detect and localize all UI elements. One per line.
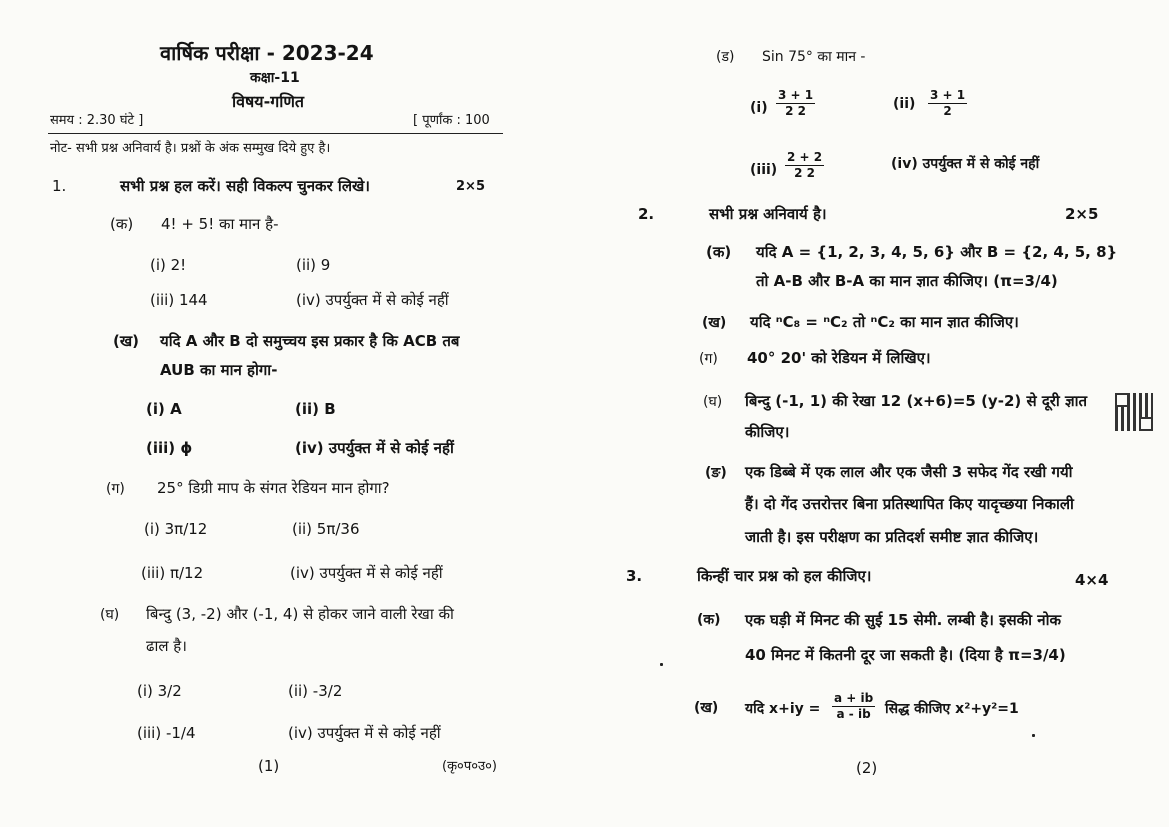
q1d-question-line1: बिन्दु (3, -2) और (-1, 4) से होकर जाने वाली रेखा की [146,605,454,623]
q1d-label: (घ) [100,607,120,623]
q1c-option: (iii) π/12 [141,564,204,582]
q2a-question-line1: यदि A = {1, 2, 3, 4, 5, 6} और B = {2, 4, 5, 8} [756,243,1118,261]
q3a-question-line1: एक घड़ी में मिनट की सुई 15 सेमी. लम्बी है। इसकी नोक [745,611,1062,629]
qr-code [1115,393,1153,431]
q1e-option: (iv) उपर्युक्त में से कोई नहीं [891,156,1040,172]
q1e-option-label: (ii) [893,96,916,112]
q2c-label: (ग) [699,351,718,367]
q1-instruction: सभी प्रश्न हल करें। सही विकल्प चुनकर लिखे। [120,177,370,195]
q1b-option: (ii) B [295,400,336,418]
q1e-question: Sin 75° का मान - [762,49,866,65]
q1d-option: (iii) -1/4 [137,724,196,742]
subject-label: विषय-गणित [232,92,305,111]
q1b-label: (ख) [113,332,139,350]
q2d-label: (घ) [703,394,723,410]
turn-over-code: (कृ०प०उ०) [442,759,497,774]
q1c-label: (ग) [106,481,125,497]
q3b-label: (ख) [694,700,719,716]
q2-number: 2. [638,205,655,223]
header-rule [48,133,503,134]
time-label: समय : 2.30 घंटे ] [50,113,144,128]
q1b-option: (iii) ϕ [146,439,193,457]
scan-speck [1032,734,1035,737]
q1c-option: (iv) उपर्युक्त में से कोई नहीं [290,564,443,582]
q1a-question: 4! + 5! का मान है- [161,215,279,233]
q1a-option: (i) 2! [150,256,187,274]
q1-marks: 2×5 [456,179,485,194]
exam-page-2 [580,0,1169,827]
fraction-numerator: a + ib [832,692,875,707]
q1b-option: (i) A [146,400,182,418]
q2e-question-line1: एक डिब्बे में एक लाल और एक जैसी 3 सफेद गेंद रखी गयी [745,463,1073,481]
fraction-numerator: 3 + 1 [776,89,815,104]
q1b-option: (iv) उपर्युक्त में से कोई नहीं [295,439,454,457]
fraction-numerator: 3 + 1 [928,89,967,104]
exam-page-1 [0,0,580,827]
q1e-option-fraction [928,89,967,118]
q1a-option: (iv) उपर्युक्त में से कोई नहीं [296,291,449,309]
q1a-option: (iii) 144 [150,291,208,309]
fraction-denominator: 2 2 [794,166,815,181]
max-marks-label: [ पूर्णांक : 100 [413,113,490,128]
q1a-label: (क) [110,215,134,233]
page-number: (2) [856,759,878,777]
q2e-question-line3: जाती है। इस परीक्षण का प्रतिदर्श समीष्ट ज्ञात कीजिए। [745,528,1039,546]
q1-number: 1. [52,177,67,195]
q1c-question: 25° डिग्री माप के संगत रेडियन मान होगा? [157,479,390,497]
q3b-question-prefix: यदि x+iy = [745,701,821,717]
q2-instruction: सभी प्रश्न अनिवार्य है। [709,205,827,223]
q2d-question-line2: कीजिए। [745,423,790,441]
q1d-question-line2: ढाल है। [146,637,187,655]
q3b-fraction [832,692,875,721]
q3-number: 3. [626,567,643,585]
q1c-option: (ii) 5π/36 [292,520,360,538]
q2b-question: यदि ⁿC₈ = ⁿC₂ तो ⁿC₂ का मान ज्ञात कीजिए। [750,313,1019,331]
q2-marks: 2×5 [1065,205,1099,223]
q1e-label: (ड) [716,49,735,65]
q1b-question-line1: यदि A और B दो समुच्चय इस प्रकार है कि ACB तब [160,332,460,350]
page-number: (1) [258,757,280,775]
q3-instruction: किन्हीं चार प्रश्न को हल कीजिए। [697,567,872,585]
fraction-denominator: 2 [943,104,952,119]
q1d-option: (iv) उपर्युक्त में से कोई नहीं [288,724,441,742]
q1c-option: (i) 3π/12 [144,520,208,538]
q3a-label: (क) [697,612,721,628]
q3b-question-suffix: सिद्ध कीजिए x²+y²=1 [885,701,1019,717]
q1e-option-label: (iii) [750,162,778,178]
fraction-denominator: a - ib [836,707,871,722]
q2e-label: (ङ) [705,465,727,481]
class-label: कक्षा-11 [250,70,300,86]
q3-marks: 4×4 [1075,571,1109,589]
q1b-question-line2: AUB का मान होगा- [160,361,278,379]
q2d-question-line1: बिन्दु (-1, 1) की रेखा 12 (x+6)=5 (y-2) से दूरी ज्ञात [745,392,1088,410]
exam-title: वार्षिक परीक्षा - 2023-24 [160,41,374,65]
q1e-option-label: (i) [750,100,768,116]
instruction-note: नोट- सभी प्रश्न अनिवार्य है। प्रश्नों के अंक सम्मुख दिये हुए है। [50,141,331,156]
q1d-option: (i) 3/2 [137,682,182,700]
q2a-question-line2: तो A-B और B-A का मान ज्ञात कीजिए। (π=3/4) [756,272,1058,290]
q2c-question: 40° 20' को रेडियन में लिखिए। [747,349,931,367]
q2e-question-line2: हैं। दो गेंद उत्तरोत्तर बिना प्रतिस्थापित किए यादृच्छया निकाली [745,495,1074,513]
q1d-option: (ii) -3/2 [288,682,343,700]
q1a-option: (ii) 9 [296,256,331,274]
q2b-label: (ख) [702,315,727,331]
fraction-numerator: 2 + 2 [785,151,824,166]
q1e-option-fraction [785,151,824,180]
q3a-question-line2: 40 मिनट में कितनी दूर जा सकती है। (दिया है π=3/4) [745,646,1066,664]
fraction-denominator: 2 2 [785,104,806,119]
q1e-option-fraction [776,89,815,118]
q2a-label: (क) [706,243,732,261]
scan-speck [660,663,663,666]
